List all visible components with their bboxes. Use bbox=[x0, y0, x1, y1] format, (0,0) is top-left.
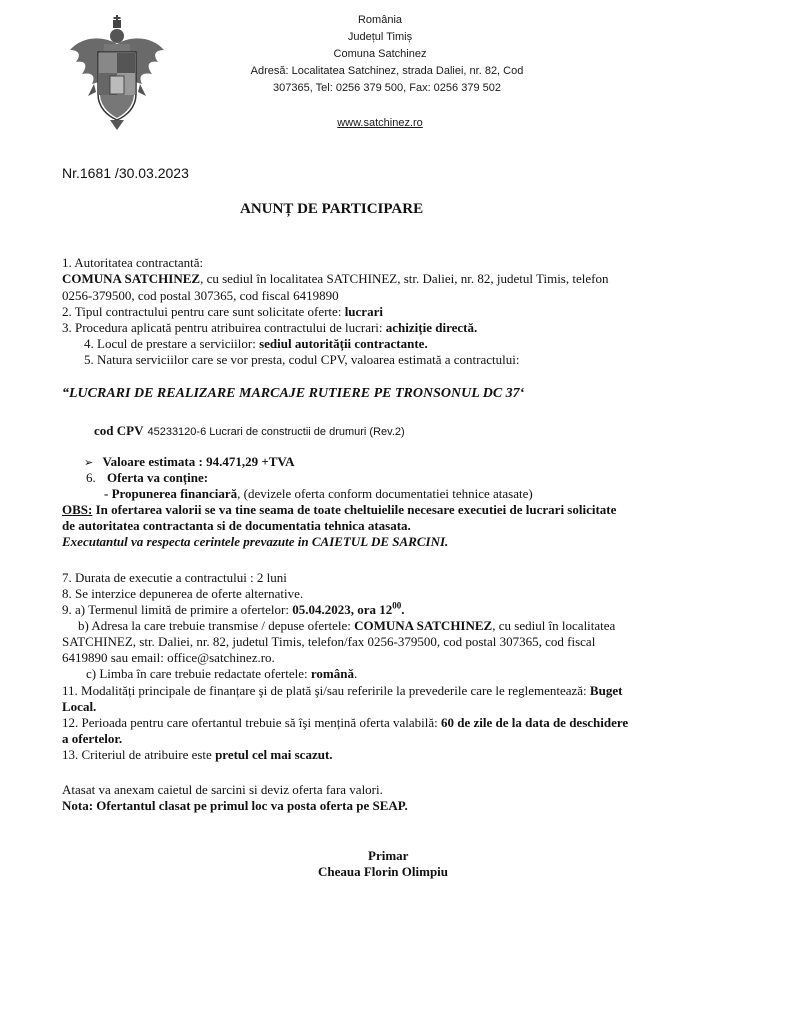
item-12-line2: a ofertelor. bbox=[62, 731, 123, 746]
item-3-text: 3. Procedura aplicată pentru atribuirea contractului de lucrari: bbox=[62, 320, 386, 335]
item-11-text: 11. Modalități principale de finanțare şi de plată şi/sau referirile la prevederile care le reglementează: bbox=[62, 683, 590, 698]
item-4 bbox=[84, 336, 428, 352]
website-link[interactable]: www.satchinez.ro bbox=[337, 117, 423, 129]
project-title: “LUCRARI DE REALIZARE MARCAJE RUTIERE PE TRONSONUL DC 37‘ bbox=[62, 386, 525, 401]
header-county: Județul Timiș bbox=[347, 31, 413, 43]
obs-line-1 bbox=[62, 502, 616, 518]
item-11-value: Buget bbox=[589, 683, 623, 698]
item-12-text: 12. Perioada pentru care ofertantul trebuie să îşi mențină oferta valabilă: bbox=[62, 715, 442, 730]
item-1-line2: 0256-379500, cod postal 307365, cod fiscal 6419890 bbox=[62, 288, 339, 303]
item-3-value: achiziție directă. bbox=[385, 320, 478, 335]
item-11 bbox=[62, 683, 622, 699]
authority-name: COMUNA SATCHINEZ bbox=[62, 271, 201, 286]
header-country: România bbox=[357, 14, 403, 26]
item-8: 8. Se interzice depunerea de oferte alternative. bbox=[62, 586, 304, 601]
item-6 bbox=[86, 470, 208, 486]
item-4-value: sediul autorității contractante. bbox=[259, 336, 428, 351]
arrow-bullet-icon: ➢ bbox=[84, 457, 94, 469]
authority-address: , cu sediul în localitatea SATCHINEZ, str. Daliei, nr. 82, judetul Timis, telefon bbox=[200, 271, 609, 286]
obs-line-2: de autoritatea contractanta si de documentatia tehnica atasata. bbox=[62, 518, 411, 533]
obs-label: OBS: bbox=[62, 502, 93, 517]
item-9b bbox=[78, 618, 615, 634]
item-9c-text: c) Limba în care trebuie redactate ofertele: bbox=[86, 666, 311, 681]
item-12 bbox=[62, 715, 628, 731]
obs-text: In ofertarea valorii se va tine seama de toate cheltuielile necesare executiei de lucrari solicitate bbox=[92, 502, 617, 517]
item-6-sub bbox=[104, 486, 533, 502]
item-13-value: pretul cel mai scazut. bbox=[215, 747, 333, 762]
financial-proposal: - Propunerea financiară bbox=[104, 486, 238, 501]
financial-proposal-note: , (devizele oferta conform documentatiei tehnice atasate) bbox=[237, 486, 533, 501]
item-9b-name: COMUNA SATCHINEZ bbox=[354, 618, 493, 633]
item-9b-text: b) Adresa la care trebuie transmise / depuse ofertele: bbox=[78, 618, 355, 633]
deadline-end: . bbox=[401, 602, 405, 617]
page-title: ANUNȚ DE PARTICIPARE bbox=[240, 201, 424, 217]
item-12-value: 60 de zile de la data de deschidere bbox=[441, 715, 629, 730]
item-13-text: 13. Criteriul de atribuire este bbox=[62, 747, 216, 762]
item-5: 5. Natura serviciilor care se vor presta, codul CPV, valoarea estimată a contractului: bbox=[84, 352, 520, 367]
header-address: Adresă: Localitatea Satchinez, strada Daliei, nr. 82, Cod bbox=[250, 65, 524, 77]
item-9a-text: 9. a) Termenul limită de primire a ofertelor: bbox=[62, 602, 293, 617]
item-9b-rest: , cu sediul în localitatea bbox=[492, 618, 616, 633]
item-6-number: 6. bbox=[86, 470, 96, 485]
item-9c bbox=[86, 666, 357, 682]
item-9b-line3: 6419890 sau email: office@satchinez.ro. bbox=[62, 650, 275, 665]
language: română bbox=[310, 666, 354, 681]
estimated-value: Valoare estimata : 94.471,29 +TVA bbox=[102, 454, 295, 469]
deadline: 05.04.2023, ora 12 bbox=[292, 602, 393, 617]
signature-role: Primar bbox=[368, 848, 409, 863]
document-number: Nr.1681 /30.03.2023 bbox=[62, 165, 189, 181]
item-7: 7. Durata de executie a contractului : 2 luni bbox=[62, 570, 287, 585]
item-9b-line2: SATCHINEZ, str. Daliei, nr. 82, judetul Timis, telefon/fax 0256-379500, cod postal 307365, cod fiscal bbox=[62, 634, 596, 649]
cpv-line bbox=[94, 422, 405, 440]
signature-name: Cheaua Florin Olimpiu bbox=[318, 864, 449, 879]
item-2 bbox=[62, 304, 383, 320]
annex-note: Atasat va anexam caietul de sarcini si deviz oferta fara valori. bbox=[62, 782, 383, 797]
coat-of-arms-icon bbox=[66, 14, 168, 130]
estimated-value-line bbox=[84, 454, 295, 470]
item-13 bbox=[62, 747, 333, 763]
item-9a bbox=[62, 602, 405, 618]
item-11-line2: Local. bbox=[62, 699, 97, 714]
header-commune: Comuna Satchinez bbox=[333, 48, 427, 60]
seap-note: Nota: Ofertantul clasat pe primul loc va posta oferta pe SEAP. bbox=[62, 798, 408, 813]
deadline-minutes: 00 bbox=[392, 600, 402, 611]
cpv-label: cod CPV bbox=[94, 423, 144, 438]
item-6-heading: Oferta va conține: bbox=[107, 470, 209, 485]
item-2-text: 2. Tipul contractului pentru care sunt solicitate oferte: bbox=[62, 304, 345, 319]
header-contact: 307365, Tel: 0256 379 500, Fax: 0256 379 502 bbox=[273, 82, 501, 94]
item-9c-end: . bbox=[353, 666, 358, 681]
item-1-label: 1. Autoritatea contractantă: bbox=[62, 255, 204, 270]
obs-line-3: Executantul va respecta cerintele prevazute in CAIETUL DE SARCINI. bbox=[62, 534, 449, 549]
item-4-text: 4. Locul de prestare a serviciilor: bbox=[84, 336, 260, 351]
cpv-value: 45233120-6 Lucrari de constructii de drumuri (Rev.2) bbox=[147, 426, 405, 438]
item-3 bbox=[62, 320, 477, 336]
item-1-body bbox=[62, 271, 608, 287]
item-2-value: lucrari bbox=[344, 304, 383, 319]
